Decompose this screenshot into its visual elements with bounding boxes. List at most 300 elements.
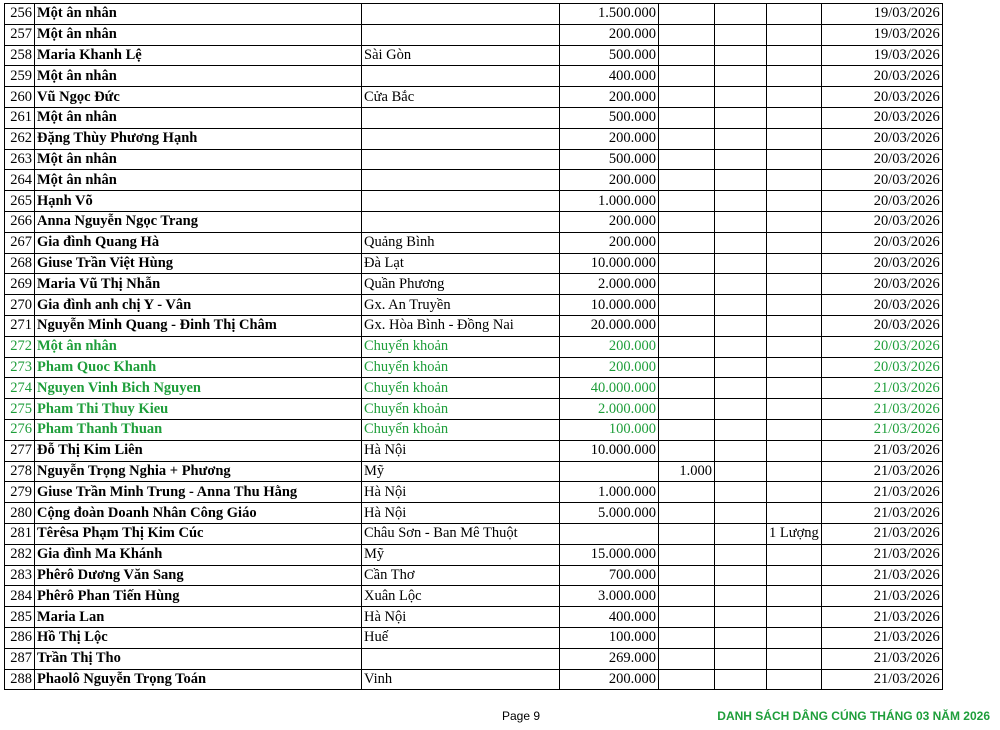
amount-vnd-cell: 10.000.000 bbox=[560, 253, 659, 274]
amount-usd-cell: 1.000 bbox=[659, 461, 715, 482]
donation-date-cell: 21/03/2026 bbox=[821, 627, 942, 648]
donor-place-cell: Mỹ bbox=[362, 544, 560, 565]
row-number-cell: 261 bbox=[5, 107, 35, 128]
page-number: Page 9 bbox=[502, 709, 541, 723]
donor-place-cell: Sài Gòn bbox=[362, 45, 560, 66]
donation-date-cell: 21/03/2026 bbox=[821, 586, 942, 607]
amount-other-cell bbox=[767, 378, 822, 399]
donor-name-cell: Giuse Trần Việt Hùng bbox=[35, 253, 362, 274]
donor-name-cell: Đặng Thùy Phương Hạnh bbox=[35, 128, 362, 149]
table-row bbox=[5, 669, 943, 690]
donation-date-cell: 21/03/2026 bbox=[821, 482, 942, 503]
donation-date-cell: 19/03/2026 bbox=[821, 24, 942, 45]
amount-usd-cell bbox=[659, 45, 715, 66]
row-number-cell: 277 bbox=[5, 440, 35, 461]
donation-date-cell: 21/03/2026 bbox=[821, 503, 942, 524]
table-row bbox=[5, 211, 943, 232]
amount-vnd-cell: 5.000.000 bbox=[560, 503, 659, 524]
amount-usd-cell bbox=[659, 4, 715, 25]
amount-vnd-cell: 200.000 bbox=[560, 170, 659, 191]
donor-name-cell: Têrêsa Phạm Thị Kim Cúc bbox=[35, 523, 362, 544]
table-row bbox=[5, 607, 943, 628]
donor-name-cell: Pham Quoc Khanh bbox=[35, 357, 362, 378]
amount-usd-cell bbox=[659, 523, 715, 544]
amount-vnd-cell: 10.000.000 bbox=[560, 295, 659, 316]
amount-other-cell bbox=[767, 565, 822, 586]
amount-gold-cell bbox=[715, 565, 767, 586]
donor-name-cell: Một ân nhân bbox=[35, 24, 362, 45]
donation-date-cell: 21/03/2026 bbox=[821, 669, 942, 690]
donor-place-cell bbox=[362, 149, 560, 170]
amount-vnd-cell: 10.000.000 bbox=[560, 440, 659, 461]
table-row bbox=[5, 191, 943, 212]
table-row bbox=[5, 66, 943, 87]
amount-gold-cell bbox=[715, 503, 767, 524]
donor-name-cell: Đỗ Thị Kim Liên bbox=[35, 440, 362, 461]
table-row bbox=[5, 315, 943, 336]
amount-other-cell bbox=[767, 544, 822, 565]
amount-usd-cell bbox=[659, 87, 715, 108]
document-title: DANH SÁCH DÂNG CÚNG THÁNG 03 NĂM 2026 bbox=[717, 709, 990, 723]
donation-date-cell: 21/03/2026 bbox=[821, 565, 942, 586]
row-number-cell: 286 bbox=[5, 627, 35, 648]
amount-other-cell bbox=[767, 170, 822, 191]
table-row bbox=[5, 232, 943, 253]
donation-date-cell: 21/03/2026 bbox=[821, 419, 942, 440]
amount-gold-cell bbox=[715, 232, 767, 253]
donation-date-cell: 21/03/2026 bbox=[821, 523, 942, 544]
amount-usd-cell bbox=[659, 648, 715, 669]
amount-gold-cell bbox=[715, 24, 767, 45]
donor-place-cell: Quảng Bình bbox=[362, 232, 560, 253]
row-number-cell: 287 bbox=[5, 648, 35, 669]
row-number-cell: 269 bbox=[5, 274, 35, 295]
amount-other-cell bbox=[767, 211, 822, 232]
row-number-cell: 279 bbox=[5, 482, 35, 503]
amount-other-cell: 1 Lượng bbox=[767, 523, 822, 544]
donor-place-cell: Quần Phương bbox=[362, 274, 560, 295]
table-row bbox=[5, 4, 943, 25]
amount-gold-cell bbox=[715, 544, 767, 565]
donation-date-cell: 20/03/2026 bbox=[821, 211, 942, 232]
table-row bbox=[5, 357, 943, 378]
donor-place-cell: Vinh bbox=[362, 669, 560, 690]
donor-name-cell: Phêrô Phan Tiến Hùng bbox=[35, 586, 362, 607]
donor-name-cell: Một ân nhân bbox=[35, 149, 362, 170]
donation-date-cell: 20/03/2026 bbox=[821, 357, 942, 378]
donor-name-cell: Gia đình Quang Hà bbox=[35, 232, 362, 253]
amount-vnd-cell: 1.000.000 bbox=[560, 191, 659, 212]
amount-usd-cell bbox=[659, 128, 715, 149]
donor-place-cell: Xuân Lộc bbox=[362, 586, 560, 607]
amount-usd-cell bbox=[659, 565, 715, 586]
donation-date-cell: 20/03/2026 bbox=[821, 66, 942, 87]
amount-gold-cell bbox=[715, 4, 767, 25]
amount-gold-cell bbox=[715, 87, 767, 108]
donor-place-cell: Chuyển khoản bbox=[362, 357, 560, 378]
amount-vnd-cell: 269.000 bbox=[560, 648, 659, 669]
donor-name-cell: Anna Nguyễn Ngọc Trang bbox=[35, 211, 362, 232]
amount-usd-cell bbox=[659, 315, 715, 336]
donor-name-cell: Vũ Ngọc Đức bbox=[35, 87, 362, 108]
amount-vnd-cell: 100.000 bbox=[560, 419, 659, 440]
donor-place-cell: Chuyển khoản bbox=[362, 399, 560, 420]
donor-place-cell: Đà Lạt bbox=[362, 253, 560, 274]
donation-date-cell: 19/03/2026 bbox=[821, 45, 942, 66]
amount-other-cell bbox=[767, 191, 822, 212]
amount-other-cell bbox=[767, 87, 822, 108]
donation-date-cell: 20/03/2026 bbox=[821, 87, 942, 108]
amount-other-cell bbox=[767, 648, 822, 669]
amount-gold-cell bbox=[715, 128, 767, 149]
amount-gold-cell bbox=[715, 253, 767, 274]
donor-place-cell bbox=[362, 211, 560, 232]
amount-other-cell bbox=[767, 107, 822, 128]
amount-vnd-cell bbox=[560, 461, 659, 482]
donation-date-cell: 20/03/2026 bbox=[821, 149, 942, 170]
amount-usd-cell bbox=[659, 107, 715, 128]
row-number-cell: 285 bbox=[5, 607, 35, 628]
donor-place-cell bbox=[362, 128, 560, 149]
amount-vnd-cell: 500.000 bbox=[560, 149, 659, 170]
amount-gold-cell bbox=[715, 461, 767, 482]
amount-other-cell bbox=[767, 669, 822, 690]
row-number-cell: 274 bbox=[5, 378, 35, 399]
donor-place-cell: Cần Thơ bbox=[362, 565, 560, 586]
table-row bbox=[5, 482, 943, 503]
table-row bbox=[5, 503, 943, 524]
table-row bbox=[5, 107, 943, 128]
amount-other-cell bbox=[767, 336, 822, 357]
row-number-cell: 272 bbox=[5, 336, 35, 357]
donor-place-cell: Mỹ bbox=[362, 461, 560, 482]
amount-vnd-cell: 200.000 bbox=[560, 232, 659, 253]
amount-usd-cell bbox=[659, 669, 715, 690]
row-number-cell: 273 bbox=[5, 357, 35, 378]
amount-vnd-cell: 200.000 bbox=[560, 24, 659, 45]
amount-gold-cell bbox=[715, 482, 767, 503]
donor-place-cell bbox=[362, 66, 560, 87]
amount-gold-cell bbox=[715, 66, 767, 87]
amount-usd-cell bbox=[659, 336, 715, 357]
donor-place-cell: Hà Nội bbox=[362, 482, 560, 503]
donor-place-cell: Huế bbox=[362, 627, 560, 648]
donor-place-cell bbox=[362, 191, 560, 212]
donor-place-cell: Gx. An Truyền bbox=[362, 295, 560, 316]
donor-place-cell: Chuyển khoản bbox=[362, 378, 560, 399]
amount-other-cell bbox=[767, 440, 822, 461]
table-row bbox=[5, 544, 943, 565]
donor-name-cell: Maria Lan bbox=[35, 607, 362, 628]
amount-vnd-cell: 40.000.000 bbox=[560, 378, 659, 399]
amount-gold-cell bbox=[715, 378, 767, 399]
donor-name-cell: Phêrô Dương Văn Sang bbox=[35, 565, 362, 586]
donor-name-cell: Maria Khanh Lệ bbox=[35, 45, 362, 66]
amount-usd-cell bbox=[659, 419, 715, 440]
amount-gold-cell bbox=[715, 648, 767, 669]
row-number-cell: 259 bbox=[5, 66, 35, 87]
table-row bbox=[5, 274, 943, 295]
row-number-cell: 260 bbox=[5, 87, 35, 108]
amount-other-cell bbox=[767, 253, 822, 274]
amount-usd-cell bbox=[659, 295, 715, 316]
donor-place-cell: Chuyển khoản bbox=[362, 419, 560, 440]
amount-gold-cell bbox=[715, 295, 767, 316]
amount-gold-cell bbox=[715, 440, 767, 461]
amount-usd-cell bbox=[659, 627, 715, 648]
amount-vnd-cell: 100.000 bbox=[560, 627, 659, 648]
table-row bbox=[5, 419, 943, 440]
donor-place-cell bbox=[362, 170, 560, 191]
donation-date-cell: 20/03/2026 bbox=[821, 107, 942, 128]
donation-table-body bbox=[5, 4, 943, 690]
row-number-cell: 275 bbox=[5, 399, 35, 420]
donation-date-cell: 21/03/2026 bbox=[821, 378, 942, 399]
table-row bbox=[5, 24, 943, 45]
table-row bbox=[5, 461, 943, 482]
amount-vnd-cell: 500.000 bbox=[560, 45, 659, 66]
table-row bbox=[5, 399, 943, 420]
table-row bbox=[5, 149, 943, 170]
amount-usd-cell bbox=[659, 211, 715, 232]
amount-vnd-cell: 3.000.000 bbox=[560, 586, 659, 607]
donor-name-cell: Phaolô Nguyễn Trọng Toán bbox=[35, 669, 362, 690]
amount-usd-cell bbox=[659, 170, 715, 191]
row-number-cell: 264 bbox=[5, 170, 35, 191]
donation-date-cell: 20/03/2026 bbox=[821, 315, 942, 336]
amount-usd-cell bbox=[659, 274, 715, 295]
row-number-cell: 267 bbox=[5, 232, 35, 253]
row-number-cell: 281 bbox=[5, 523, 35, 544]
table-row bbox=[5, 523, 943, 544]
amount-usd-cell bbox=[659, 191, 715, 212]
donation-date-cell: 21/03/2026 bbox=[821, 399, 942, 420]
amount-usd-cell bbox=[659, 482, 715, 503]
amount-other-cell bbox=[767, 149, 822, 170]
amount-other-cell bbox=[767, 607, 822, 628]
amount-other-cell bbox=[767, 419, 822, 440]
amount-gold-cell bbox=[715, 586, 767, 607]
row-number-cell: 266 bbox=[5, 211, 35, 232]
donor-name-cell: Pham Thi Thuy Kieu bbox=[35, 399, 362, 420]
row-number-cell: 268 bbox=[5, 253, 35, 274]
amount-gold-cell bbox=[715, 399, 767, 420]
amount-other-cell bbox=[767, 66, 822, 87]
row-number-cell: 263 bbox=[5, 149, 35, 170]
amount-other-cell bbox=[767, 399, 822, 420]
amount-other-cell bbox=[767, 482, 822, 503]
amount-usd-cell bbox=[659, 149, 715, 170]
amount-vnd-cell: 200.000 bbox=[560, 669, 659, 690]
amount-gold-cell bbox=[715, 627, 767, 648]
table-row bbox=[5, 295, 943, 316]
row-number-cell: 256 bbox=[5, 4, 35, 25]
amount-vnd-cell: 15.000.000 bbox=[560, 544, 659, 565]
amount-other-cell bbox=[767, 274, 822, 295]
donor-place-cell bbox=[362, 24, 560, 45]
table-row bbox=[5, 586, 943, 607]
amount-usd-cell bbox=[659, 232, 715, 253]
amount-usd-cell bbox=[659, 586, 715, 607]
row-number-cell: 257 bbox=[5, 24, 35, 45]
donor-place-cell: Gx. Hòa Bình - Đồng Nai bbox=[362, 315, 560, 336]
table-row bbox=[5, 440, 943, 461]
amount-vnd-cell: 200.000 bbox=[560, 211, 659, 232]
amount-other-cell bbox=[767, 128, 822, 149]
donation-date-cell: 21/03/2026 bbox=[821, 544, 942, 565]
table-row bbox=[5, 253, 943, 274]
row-number-cell: 265 bbox=[5, 191, 35, 212]
amount-usd-cell bbox=[659, 357, 715, 378]
donation-date-cell: 20/03/2026 bbox=[821, 253, 942, 274]
amount-gold-cell bbox=[715, 669, 767, 690]
row-number-cell: 278 bbox=[5, 461, 35, 482]
row-number-cell: 284 bbox=[5, 586, 35, 607]
table-row bbox=[5, 648, 943, 669]
donor-place-cell: Hà Nội bbox=[362, 440, 560, 461]
amount-gold-cell bbox=[715, 336, 767, 357]
amount-gold-cell bbox=[715, 45, 767, 66]
donation-date-cell: 21/03/2026 bbox=[821, 440, 942, 461]
donation-date-cell: 20/03/2026 bbox=[821, 128, 942, 149]
amount-gold-cell bbox=[715, 274, 767, 295]
donation-date-cell: 20/03/2026 bbox=[821, 232, 942, 253]
amount-gold-cell bbox=[715, 107, 767, 128]
row-number-cell: 280 bbox=[5, 503, 35, 524]
amount-gold-cell bbox=[715, 315, 767, 336]
amount-gold-cell bbox=[715, 149, 767, 170]
amount-vnd-cell: 200.000 bbox=[560, 336, 659, 357]
amount-vnd-cell: 200.000 bbox=[560, 128, 659, 149]
amount-gold-cell bbox=[715, 170, 767, 191]
donor-name-cell: Hồ Thị Lộc bbox=[35, 627, 362, 648]
amount-vnd-cell: 200.000 bbox=[560, 357, 659, 378]
donor-name-cell: Một ân nhân bbox=[35, 336, 362, 357]
donation-date-cell: 21/03/2026 bbox=[821, 461, 942, 482]
amount-vnd-cell: 20.000.000 bbox=[560, 315, 659, 336]
donation-date-cell: 21/03/2026 bbox=[821, 648, 942, 669]
table-row bbox=[5, 87, 943, 108]
row-number-cell: 276 bbox=[5, 419, 35, 440]
donor-place-cell: Chuyển khoản bbox=[362, 336, 560, 357]
table-row bbox=[5, 45, 943, 66]
donation-date-cell: 20/03/2026 bbox=[821, 336, 942, 357]
donation-date-cell: 20/03/2026 bbox=[821, 274, 942, 295]
amount-gold-cell bbox=[715, 191, 767, 212]
row-number-cell: 282 bbox=[5, 544, 35, 565]
amount-gold-cell bbox=[715, 607, 767, 628]
amount-other-cell bbox=[767, 295, 822, 316]
donor-name-cell: Một ân nhân bbox=[35, 66, 362, 87]
amount-usd-cell bbox=[659, 440, 715, 461]
row-number-cell: 258 bbox=[5, 45, 35, 66]
amount-vnd-cell: 400.000 bbox=[560, 607, 659, 628]
amount-vnd-cell bbox=[560, 523, 659, 544]
amount-usd-cell bbox=[659, 544, 715, 565]
amount-other-cell bbox=[767, 586, 822, 607]
amount-other-cell bbox=[767, 315, 822, 336]
table-row bbox=[5, 565, 943, 586]
donation-date-cell: 20/03/2026 bbox=[821, 191, 942, 212]
donor-name-cell: Pham Thanh Thuan bbox=[35, 419, 362, 440]
donor-name-cell: Một ân nhân bbox=[35, 170, 362, 191]
donation-date-cell: 19/03/2026 bbox=[821, 4, 942, 25]
donor-name-cell: Nguyen Vinh Bich Nguyen bbox=[35, 378, 362, 399]
amount-other-cell bbox=[767, 24, 822, 45]
donor-place-cell: Cửa Bắc bbox=[362, 87, 560, 108]
amount-other-cell bbox=[767, 232, 822, 253]
amount-other-cell bbox=[767, 4, 822, 25]
amount-gold-cell bbox=[715, 419, 767, 440]
amount-other-cell bbox=[767, 627, 822, 648]
amount-usd-cell bbox=[659, 66, 715, 87]
donor-name-cell: Giuse Trần Minh Trung - Anna Thu Hằng bbox=[35, 482, 362, 503]
amount-gold-cell bbox=[715, 357, 767, 378]
table-row bbox=[5, 378, 943, 399]
amount-vnd-cell: 500.000 bbox=[560, 107, 659, 128]
donor-name-cell: Gia đình Ma Khánh bbox=[35, 544, 362, 565]
row-number-cell: 283 bbox=[5, 565, 35, 586]
amount-other-cell bbox=[767, 461, 822, 482]
amount-vnd-cell: 700.000 bbox=[560, 565, 659, 586]
donation-date-cell: 20/03/2026 bbox=[821, 170, 942, 191]
donor-name-cell: Nguyễn Minh Quang - Đinh Thị Châm bbox=[35, 315, 362, 336]
amount-usd-cell bbox=[659, 399, 715, 420]
donor-place-cell bbox=[362, 4, 560, 25]
table-row bbox=[5, 170, 943, 191]
row-number-cell: 262 bbox=[5, 128, 35, 149]
donor-place-cell: Hà Nội bbox=[362, 607, 560, 628]
donation-date-cell: 20/03/2026 bbox=[821, 295, 942, 316]
donor-place-cell bbox=[362, 648, 560, 669]
donor-name-cell: Hạnh Võ bbox=[35, 191, 362, 212]
table-row bbox=[5, 627, 943, 648]
donor-name-cell: Một ân nhân bbox=[35, 4, 362, 25]
table-row bbox=[5, 336, 943, 357]
donor-name-cell: Maria Vũ Thị Nhẫn bbox=[35, 274, 362, 295]
amount-vnd-cell: 200.000 bbox=[560, 87, 659, 108]
amount-gold-cell bbox=[715, 211, 767, 232]
amount-usd-cell bbox=[659, 503, 715, 524]
amount-usd-cell bbox=[659, 253, 715, 274]
donor-place-cell: Hà Nội bbox=[362, 503, 560, 524]
row-number-cell: 288 bbox=[5, 669, 35, 690]
amount-other-cell bbox=[767, 503, 822, 524]
amount-vnd-cell: 1.000.000 bbox=[560, 482, 659, 503]
amount-other-cell bbox=[767, 357, 822, 378]
donor-name-cell: Trần Thị Tho bbox=[35, 648, 362, 669]
amount-other-cell bbox=[767, 45, 822, 66]
donor-name-cell: Gia đình anh chị Y - Vân bbox=[35, 295, 362, 316]
donor-place-cell bbox=[362, 107, 560, 128]
amount-usd-cell bbox=[659, 378, 715, 399]
donor-place-cell: Châu Sơn - Ban Mê Thuột bbox=[362, 523, 560, 544]
donation-table bbox=[4, 3, 943, 690]
amount-usd-cell bbox=[659, 607, 715, 628]
donor-name-cell: Cộng đoàn Doanh Nhân Công Giáo bbox=[35, 503, 362, 524]
amount-gold-cell bbox=[715, 523, 767, 544]
amount-vnd-cell: 2.000.000 bbox=[560, 274, 659, 295]
amount-vnd-cell: 400.000 bbox=[560, 66, 659, 87]
amount-vnd-cell: 1.500.000 bbox=[560, 4, 659, 25]
amount-vnd-cell: 2.000.000 bbox=[560, 399, 659, 420]
donor-name-cell: Nguyễn Trọng Nghia + Phương bbox=[35, 461, 362, 482]
row-number-cell: 270 bbox=[5, 295, 35, 316]
donation-date-cell: 21/03/2026 bbox=[821, 607, 942, 628]
donor-name-cell: Một ân nhân bbox=[35, 107, 362, 128]
table-row bbox=[5, 128, 943, 149]
amount-usd-cell bbox=[659, 24, 715, 45]
